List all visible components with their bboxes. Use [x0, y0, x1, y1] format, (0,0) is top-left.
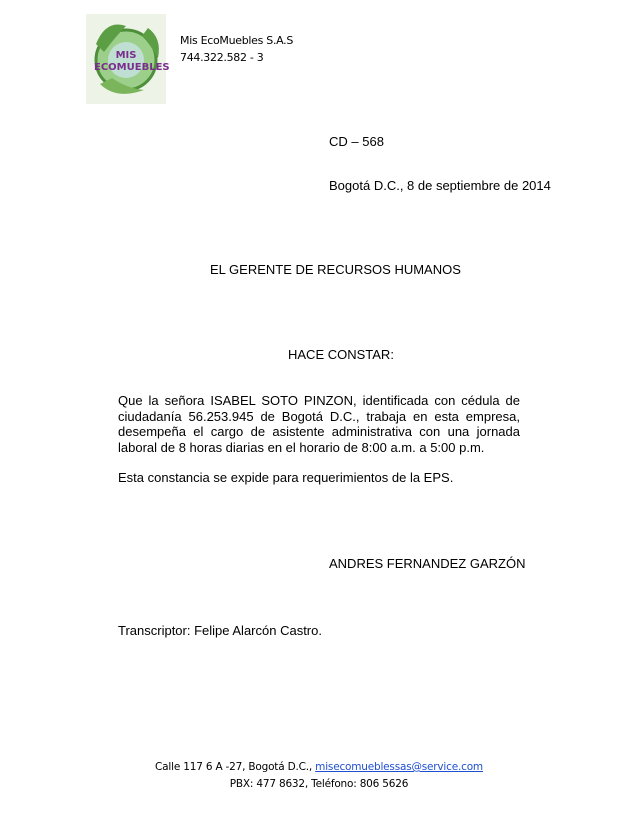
- place-date: Bogotá D.C., 8 de septiembre de 2014: [329, 178, 551, 193]
- transcriber-line: Transcriptor: Felipe Alarcón Castro.: [118, 623, 322, 638]
- certificate-heading: HACE CONSTAR:: [288, 347, 394, 362]
- signer-name: ANDRES FERNANDEZ GARZÓN: [329, 556, 526, 571]
- closing-statement: Esta constancia se expide para requerimientos de la EPS.: [118, 470, 454, 485]
- footer-address-line: [0, 761, 638, 773]
- company-nit: 744.322.582 - 3: [180, 51, 264, 64]
- company-name: Mis EcoMuebles S.A.S: [180, 34, 294, 47]
- issuer-title: EL GERENTE DE RECURSOS HUMANOS: [210, 262, 461, 277]
- reference-code: CD – 568: [329, 134, 384, 149]
- email-link[interactable]: misecomueblessas@service.com: [315, 761, 483, 773]
- certificate-body: Que la señora ISABEL SOTO PINZON, identificada con cédula de ciudadanía 56.253.945 de Bogotá D.C., trabaja en esta empresa, desempeña el cargo de asistente administrativa con una jornada laboral de 8 horas diarias en el horario de 8:00 a.m. a 5:00 p.m.: [118, 393, 520, 455]
- company-logo: [86, 14, 170, 104]
- logo-text: MIS ECOMUEBLES: [94, 50, 170, 73]
- footer-contact: PBX: 477 8632, Teléfono: 806 5626: [229, 778, 409, 790]
- footer-address: Calle 117 6 A -27, Bogotá D.C.,: [155, 761, 316, 773]
